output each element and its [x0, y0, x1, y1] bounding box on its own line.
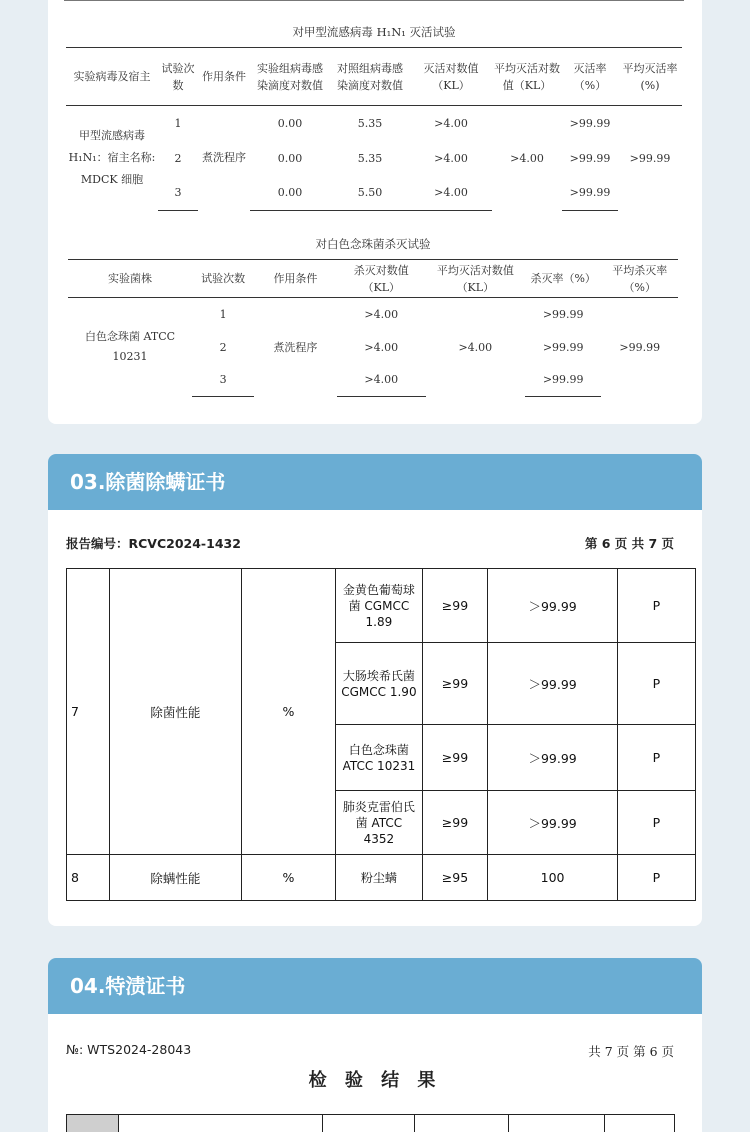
candida-table — [68, 259, 678, 397]
h1n1-cell: 5.35 — [357, 151, 383, 165]
table-header-cell — [119, 1115, 323, 1132]
table-header-cell — [605, 1115, 675, 1132]
h1n1-row — [66, 176, 682, 211]
h1n1-header-kl: 灭活对数值（KL） — [410, 48, 492, 106]
table-row — [67, 855, 696, 901]
h1n1-header-ctl: 对照组病毒感染滴度对数值 — [330, 48, 410, 106]
h1n1-header-rate: 灭活率（%） — [562, 48, 618, 106]
candida-cell: 2 — [219, 340, 227, 354]
h1n1-cell: 5.35 — [357, 116, 383, 130]
h1n1-condition-cell: 煮洗程序 — [202, 151, 246, 165]
verdict-cell: P — [617, 725, 695, 791]
candida-strain-cell: 白色念珠菌 ATCC 10231 — [85, 330, 176, 364]
item-number: 8 — [67, 855, 110, 901]
candida-header-condition: 作用条件 — [254, 260, 337, 298]
h1n1-table — [66, 47, 682, 211]
h1n1-cell: >99.99 — [569, 116, 611, 130]
table-header-cell — [323, 1115, 415, 1132]
candida-header-kl: 杀灭对数值（KL） — [337, 260, 426, 298]
table-header-cell — [509, 1115, 605, 1132]
candida-condition-cell: 煮洗程序 — [273, 341, 318, 355]
candida-header-avg-kl: 平均灭活对数值（KL） — [426, 260, 525, 298]
candida-cell: 1 — [219, 307, 227, 321]
report-number: №: WTS2024-28043 — [66, 1042, 192, 1057]
candida-header-avg-rate: 平均杀灭率（%） — [601, 260, 678, 298]
verdict-cell: P — [617, 643, 695, 725]
special-stain-certificate-card — [48, 958, 702, 1132]
sterilization-certificate-card — [48, 454, 702, 926]
result-cell: ＞99.99 — [488, 791, 618, 855]
item-unit: % — [241, 855, 336, 901]
strain-cell: 白色念珠菌 ATCC 10231 — [336, 725, 422, 791]
result-cell: 100 — [488, 855, 618, 901]
candida-cell: >4.00 — [364, 340, 399, 354]
candida-avg-rate-cell: >99.99 — [619, 340, 661, 354]
candida-cell: 3 — [192, 364, 254, 397]
item-name: 除螨性能 — [110, 855, 242, 901]
top-rule — [64, 0, 684, 1]
h1n1-cell: >99.99 — [569, 151, 611, 165]
candida-cell: >4.00 — [364, 307, 399, 321]
strain-cell: 肺炎克雷伯氏菌 ATCC 4352 — [336, 791, 422, 855]
h1n1-cell: 0.00 — [277, 151, 303, 165]
requirement-cell: ≥95 — [422, 855, 488, 901]
strain-cell: 大肠埃希氏菌 CGMCC 1.90 — [336, 643, 422, 725]
h1n1-cell: 0.00 — [250, 176, 330, 211]
candida-header-trials: 试验次数 — [192, 260, 254, 298]
h1n1-header-virus: 实验病毒及宿主 — [66, 48, 158, 106]
table-row — [67, 569, 696, 643]
table-header-cell — [415, 1115, 509, 1132]
candida-caption: 对白色念珠菌杀灭试验 — [315, 237, 431, 251]
h1n1-row — [66, 141, 682, 176]
requirement-cell: ≥99 — [422, 725, 488, 791]
candida-avg-kl-cell: >4.00 — [458, 340, 493, 354]
h1n1-cell: 5.50 — [330, 176, 410, 211]
result-cell: ＞99.99 — [488, 643, 618, 725]
h1n1-virus-cell: 甲型流感病毒 H₁N₁：宿主名称: MDCK 细胞 — [68, 129, 156, 187]
h1n1-cell: >99.99 — [562, 176, 618, 211]
item-name: 除菌性能 — [110, 569, 242, 855]
candida-cell: >99.99 — [525, 364, 602, 397]
result-cell: ＞99.99 — [488, 725, 618, 791]
candida-cell: >4.00 — [337, 364, 426, 397]
candida-table-block — [68, 236, 678, 397]
page-indicator: 共 7 页 第 6 页 — [588, 1044, 674, 1059]
h1n1-header-condition: 作用条件 — [198, 48, 250, 106]
requirement-cell: ≥99 — [422, 791, 488, 855]
h1n1-header-exp: 实验组病毒感染滴度对数值 — [250, 48, 330, 106]
candida-cell: >99.99 — [542, 307, 584, 321]
item-unit: % — [241, 569, 336, 855]
section-3-header: 03.除菌除螨证书 — [48, 454, 702, 510]
test-report-card — [48, 0, 702, 424]
candida-header-strain: 实验菌株 — [68, 260, 192, 298]
h1n1-row — [66, 106, 682, 141]
h1n1-cell: 3 — [158, 176, 198, 211]
verdict-cell: P — [617, 569, 695, 643]
results-table — [66, 568, 696, 901]
page-indicator: 第 6 页 共 7 页 — [584, 536, 674, 551]
section-4-header: 04.特渍证书 — [48, 958, 702, 1014]
h1n1-caption: 对甲型流感病毒 H₁N₁ 灭活试验 — [292, 25, 456, 39]
h1n1-cell: 0.00 — [277, 116, 303, 130]
h1n1-avg-kl-cell: >4.00 — [510, 151, 544, 165]
h1n1-avg-rate-cell: >99.99 — [629, 151, 671, 165]
verdict-cell: P — [617, 855, 695, 901]
strain-cell: 金黄色葡萄球菌 CGMCC 1.89 — [336, 569, 422, 643]
table-header-cell — [67, 1115, 119, 1132]
verdict-cell: P — [617, 791, 695, 855]
requirement-cell: ≥99 — [422, 643, 488, 725]
h1n1-cell: >4.00 — [434, 116, 468, 130]
strain-cell: 粉尘螨 — [336, 855, 422, 901]
candida-cell: >99.99 — [542, 340, 584, 354]
candida-header-rate: 杀灭率（%） — [525, 260, 602, 298]
h1n1-cell: >4.00 — [434, 151, 468, 165]
report-number: 报告编号：RCVC2024-1432 — [66, 536, 241, 551]
h1n1-header-avg-kl: 平均灭活对数值（KL） — [492, 48, 562, 106]
h1n1-cell: 1 — [174, 116, 182, 130]
h1n1-cell: 2 — [174, 151, 182, 165]
h1n1-header-trials: 试验次数 — [158, 48, 198, 106]
result-cell: ＞99.99 — [488, 569, 618, 643]
results-table-partial — [66, 1114, 675, 1132]
h1n1-header-avg-rate: 平均灭活率(%) — [618, 48, 682, 106]
item-number: 7 — [67, 569, 110, 855]
h1n1-table-block — [66, 24, 682, 211]
document-title: 检 验 结 果 — [308, 1070, 442, 1091]
candida-row — [68, 298, 678, 331]
h1n1-cell: >4.00 — [410, 176, 492, 211]
requirement-cell: ≥99 — [422, 569, 488, 643]
